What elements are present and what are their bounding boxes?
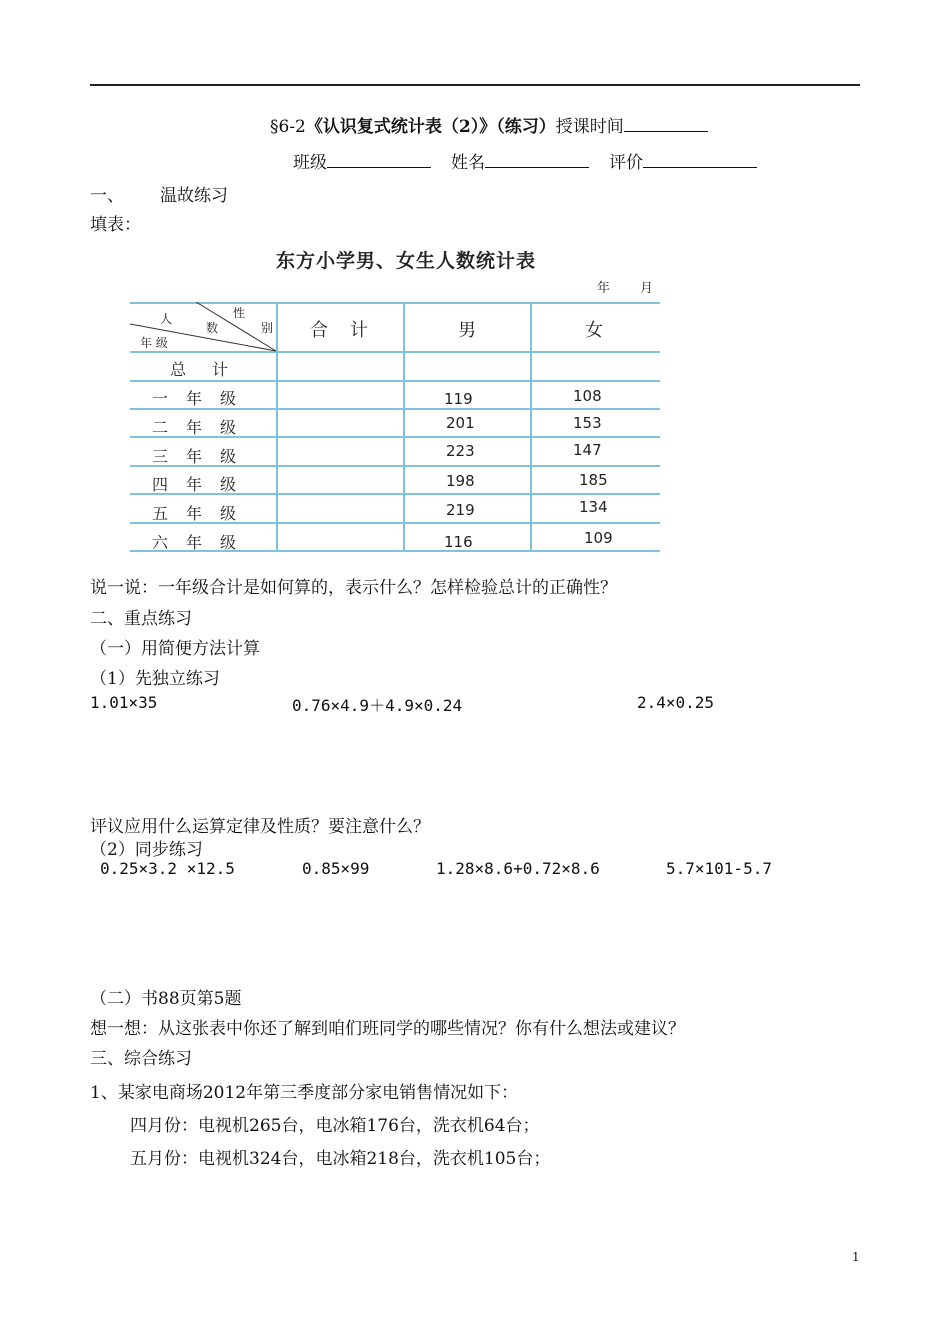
col-header-male: 男 xyxy=(458,320,498,341)
april-sales: 四月份：电视机265台，电冰箱176台，洗衣机64台； xyxy=(130,1116,540,1136)
stat-table xyxy=(130,302,660,552)
discussion-prompt-2: 评议应用什么运算定律及性质？要注意什么？ xyxy=(90,817,430,837)
cell-female: 185 xyxy=(579,471,608,489)
time-blank[interactable] xyxy=(624,115,708,132)
subsection-1-heading: （一）用简便方法计算 xyxy=(90,639,260,659)
class-label: 班级 xyxy=(293,153,327,173)
table-line xyxy=(130,380,660,382)
date-month: 月 xyxy=(640,281,654,296)
row-label: 五年级 xyxy=(152,504,255,523)
section1-num: 一、 xyxy=(90,186,124,206)
exercise-item: 0.85×99 xyxy=(302,859,370,878)
corner-label: 别 xyxy=(261,321,274,335)
cell-male: 201 xyxy=(446,414,475,432)
cell-male: 116 xyxy=(444,533,473,551)
corner-label: 数 xyxy=(206,321,219,335)
subsection-1b-heading: （2）同步练习 xyxy=(90,840,203,860)
name-blank[interactable] xyxy=(485,151,589,168)
discussion-prompt-1: 说一说：一年级合计是如何算的，表示什么？怎样检验总计的正确性？ xyxy=(90,578,617,598)
cell-female: 147 xyxy=(573,441,602,459)
cell-male: 198 xyxy=(446,472,475,490)
stat-table-date xyxy=(597,277,683,296)
page-number: 1 xyxy=(852,1250,860,1264)
date-year: 年 xyxy=(597,281,611,296)
row-label: 三年级 xyxy=(152,447,255,466)
section2-heading: 二、重点练习 xyxy=(90,609,192,629)
table-col-line xyxy=(530,302,532,552)
exercise-item: 0.76×4.9＋4.9×0.24 xyxy=(292,696,463,715)
exercise-item: 0.25×3.2 ×12.5 xyxy=(100,859,235,878)
cell-male: 219 xyxy=(446,501,475,519)
corner-label: 性 xyxy=(233,306,246,320)
exercise-item: 1.01×35 xyxy=(90,693,158,712)
row-label: 六年级 xyxy=(152,533,255,552)
cell-female: 153 xyxy=(573,414,602,432)
cell-female: 109 xyxy=(584,529,613,547)
row-label: 一年级 xyxy=(152,389,255,408)
table-col-line xyxy=(403,302,405,552)
title-prefix: §6-2 xyxy=(270,117,306,137)
stat-table-title: 东方小学男、女生人数统计表 xyxy=(276,250,537,272)
cell-female: 134 xyxy=(579,498,608,516)
top-rule xyxy=(90,84,860,86)
section3-heading: 三、综合练习 xyxy=(90,1049,192,1069)
cell-male: 119 xyxy=(444,390,473,408)
question-1: 1、某家电商场2012年第三季度部分家电销售情况如下： xyxy=(90,1083,519,1103)
row-label-total: 总计 xyxy=(170,360,255,379)
fill-table-label: 填表： xyxy=(90,215,141,235)
cell-female: 108 xyxy=(573,387,602,405)
class-blank[interactable] xyxy=(327,151,431,168)
may-sales: 五月份：电视机324台，电冰箱218台，洗衣机105台； xyxy=(130,1149,551,1169)
col-header-female: 女 xyxy=(585,320,625,341)
subsection-2-heading: （二）书88页第5题 xyxy=(90,989,242,1009)
student-info-line xyxy=(293,148,757,173)
cell-male: 223 xyxy=(446,442,475,460)
title-suffix: 授课时间 xyxy=(555,117,624,137)
subsection-1a-heading: （1）先独立练习 xyxy=(90,669,220,689)
col-header-total: 合计 xyxy=(310,320,390,341)
section1-heading xyxy=(90,181,228,206)
row-label: 四年级 xyxy=(152,475,255,494)
section1-text: 温故练习 xyxy=(160,186,228,206)
corner-label: 人 xyxy=(160,312,173,326)
exercise-item: 2.4×0.25 xyxy=(637,693,715,712)
think-prompt: 想一想：从这张表中你还了解到咱们班同学的哪些情况？你有什么想法或建议？ xyxy=(90,1019,685,1039)
exercise-item: 5.7×101-5.7 xyxy=(666,859,772,878)
name-label: 姓名 xyxy=(451,153,485,173)
page-title xyxy=(270,112,708,137)
row-label: 二年级 xyxy=(152,418,255,437)
corner-label: 年 级 xyxy=(140,336,168,350)
eval-blank[interactable] xyxy=(643,151,757,168)
exercise-item: 1.28×8.6+0.72×8.6 xyxy=(436,859,600,878)
title-main: 《认识复式统计表（2）》（练习） xyxy=(305,117,556,137)
eval-label: 评价 xyxy=(609,153,643,173)
